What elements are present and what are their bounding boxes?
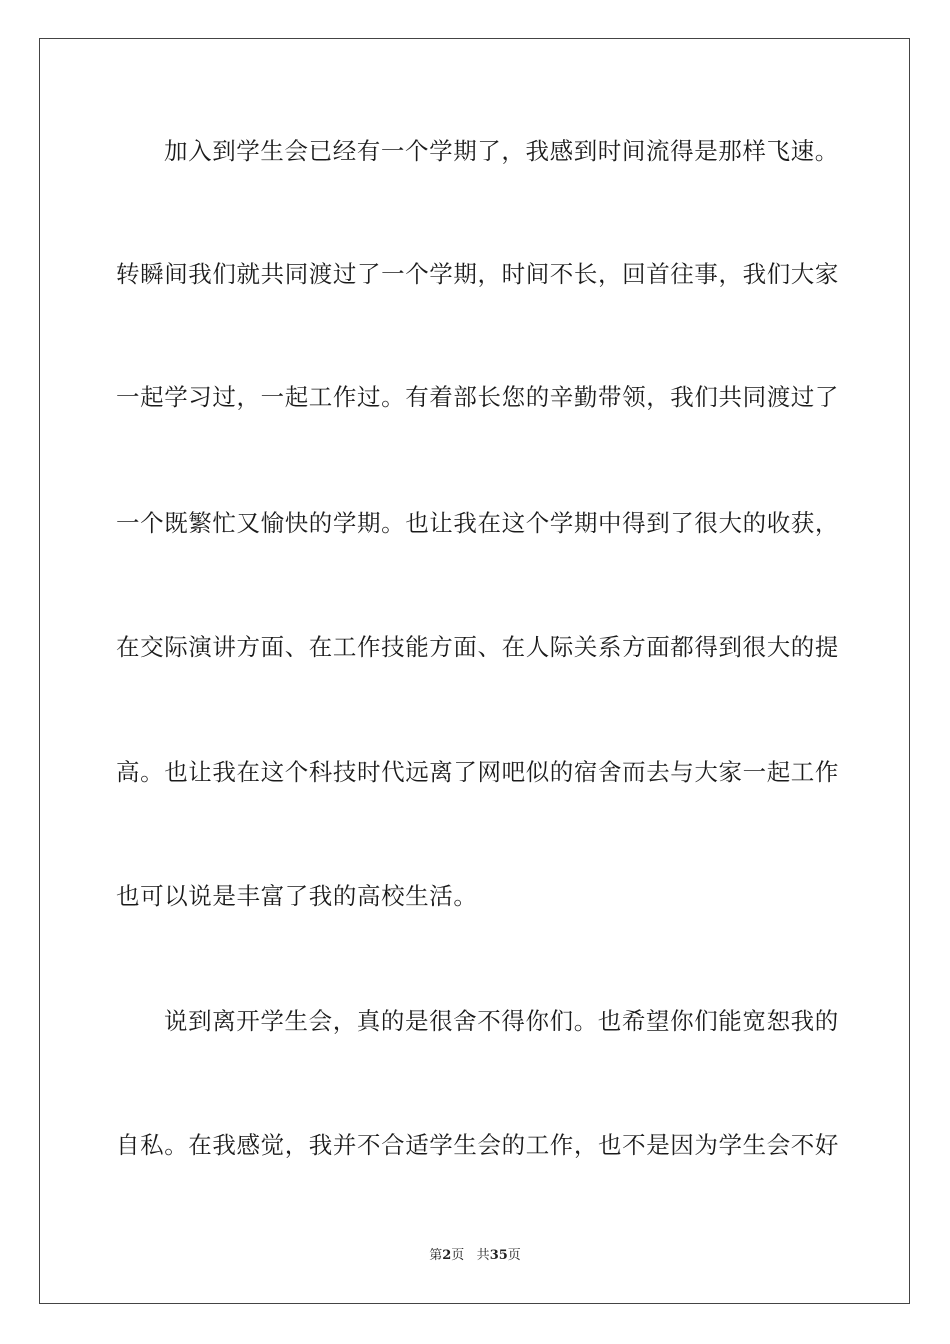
page-number-prefix: 第	[429, 1248, 443, 1263]
paragraph-line: 转瞬间我们就共同渡过了一个学期，时间不长，回首往事，我们大家	[116, 260, 839, 288]
paragraph-line: 说到离开学生会，真的是很舍不得你们。也希望你们能宽恕我的	[164, 1007, 839, 1035]
page-footer	[0, 1247, 950, 1265]
paragraph-line: 在交际演讲方面、在工作技能方面、在人际关系方面都得到很大的提	[116, 633, 839, 661]
paragraph-line: 加入到学生会已经有一个学期了，我感到时间流得是那样飞速。	[164, 137, 839, 165]
paragraph-line: 一起学习过，一起工作过。有着部长您的辛勤带领，我们共同渡过了	[116, 383, 839, 411]
page-border	[39, 38, 910, 1304]
total-page-count: 35	[489, 1248, 508, 1263]
total-pages-prefix: 共	[476, 1248, 490, 1263]
paragraph-line: 高。也让我在这个科技时代远离了网吧似的宿舍而去与大家一起工作	[116, 758, 839, 786]
paragraph-line: 一个既繁忙又愉快的学期。也让我在这个学期中得到了很大的收获，	[116, 509, 839, 537]
paragraph-line: 自私。在我感觉，我并不合适学生会的工作，也不是因为学生会不好	[116, 1131, 839, 1159]
paragraph-line: 也可以说是丰富了我的高校生活。	[116, 882, 478, 910]
page-number-suffix: 页	[451, 1248, 465, 1263]
total-pages-suffix: 页	[507, 1248, 521, 1263]
current-page-number: 2	[442, 1248, 452, 1263]
